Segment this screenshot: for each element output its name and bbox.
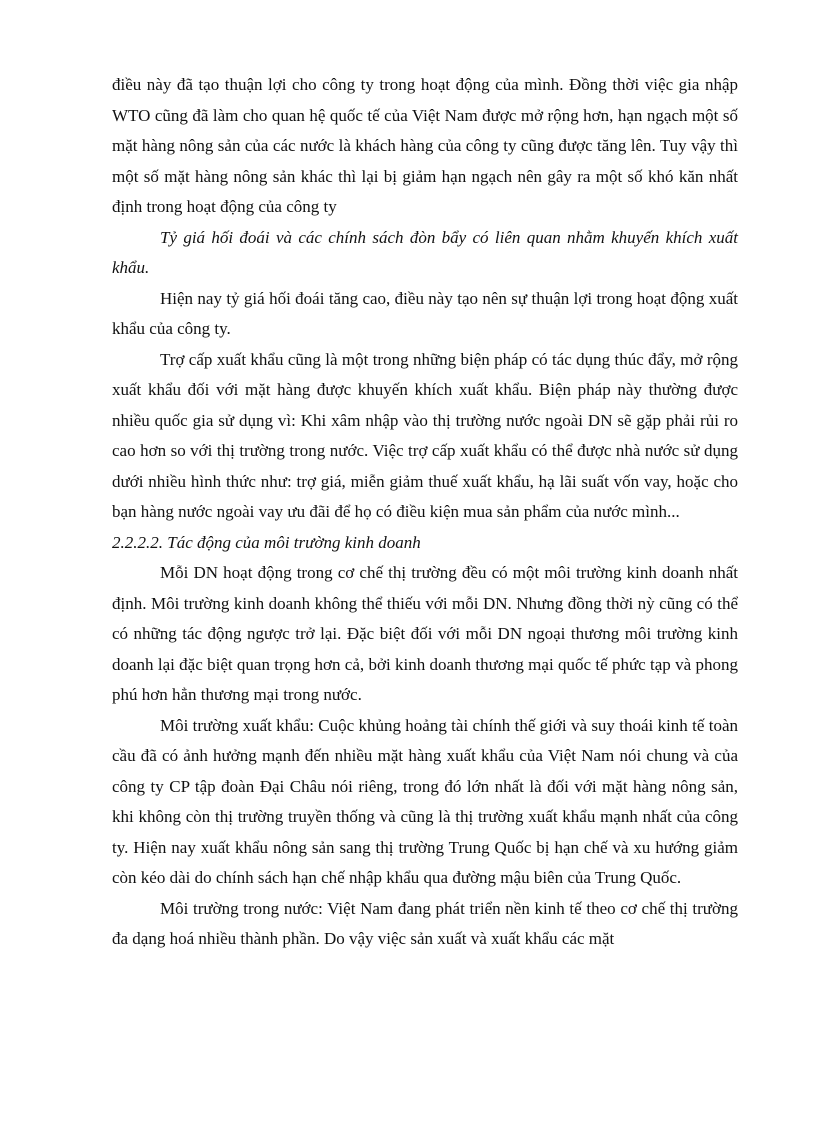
document-page <box>112 70 738 955</box>
paragraph-domestic-environment: Môi trường trong nước: Việt Nam đang phát triển nền kinh tế theo cơ chế thị trường đa dạng hoá nhiều thành phần. Do vậy việc sản xuất và xuất khẩu các mặt <box>112 898 738 948</box>
section-heading: 2.2.2.2. Tác động của môi trường kinh doanh <box>112 532 421 552</box>
paragraph-export-environment: Môi trường xuất khẩu: Cuộc khủng hoảng tài chính thế giới và suy thoái kinh tế toàn cầu đã có ảnh hưởng mạnh đến nhiều mặt hàng xuất khẩu của Việt Nam nói chung và của công ty CP tập đoàn Đại Châu nói riêng, trong đó lớn nhất là đối với mặt hàng nông sản, khi không còn thị trường truyền thống và cũng là thị trường xuất khẩu mạnh nhất của công ty. Hiện nay xuất khẩu nông sản sang thị trường Trung Quốc bị hạn chế và xu hướng giảm còn kéo dài do chính sách hạn chế nhập khẩu qua đường mậu biên của Trung Quốc. <box>112 715 738 887</box>
paragraph-exchange-rate: Hiện nay tỷ giá hối đoái tăng cao, điều này tạo nên sự thuận lợi trong hoạt động xuất khẩu của công ty. <box>112 288 738 338</box>
paragraph-business-environment: Mỗi DN hoạt động trong cơ chế thị trường đều có một môi trường kinh doanh nhất định. Môi trường kinh doanh không thể thiếu với mỗi DN. Nhưng đồng thời nỳ cũng có thể có những tác động ngược trở lại. Đặc biệt đối với mỗi DN ngoại thương môi trường kinh doanh lại đặc biệt quan trọng hơn cả, bởi kinh doanh thương mại quốc tế phức tạp và phong phú hơn hẳn thương mại trong nước. <box>112 563 738 704</box>
paragraph-continuation: điều này đã tạo thuận lợi cho công ty trong hoạt động của mình. Đồng thời việc gia nhập WTO cũng đã làm cho quan hệ quốc tế của Việt Nam được mở rộng hơn, hạn ngạch một số mặt hàng nông sản của các nước là khách hàng của công ty cũng được tăng lên. Tuy vậy thì một số mặt hàng nông sản khác thì lại bị giảm hạn ngạch nên gây ra một số khó kăn nhất định trong hoạt động của công ty <box>112 75 738 216</box>
paragraph-italic-subheading: Tỷ giá hối đoái và các chính sách đòn bẩy có liên quan nhằm khuyến khích xuất khẩu. <box>112 227 738 277</box>
paragraph-export-subsidy: Trợ cấp xuất khẩu cũng là một trong những biện pháp có tác dụng thúc đẩy, mở rộng xuất khẩu đối với mặt hàng được khuyến khích xuất khẩu. Biện pháp này thường được nhiều quốc gia sử dụng vì: Khi xâm nhập vào thị trường nước ngoài DN sẽ gặp phải rủi ro cao hơn so với thị trường trong nước. Việc trợ cấp xuất khẩu có thể được nhà nước sử dụng dưới nhiều hình thức như: trợ giá, miễn giảm thuế xuất khẩu, hạ lãi suất vốn vay, hoặc cho bạn hàng nước ngoài vay ưu đãi để họ có điều kiện mua sản phẩm của nước mình... <box>112 349 738 521</box>
